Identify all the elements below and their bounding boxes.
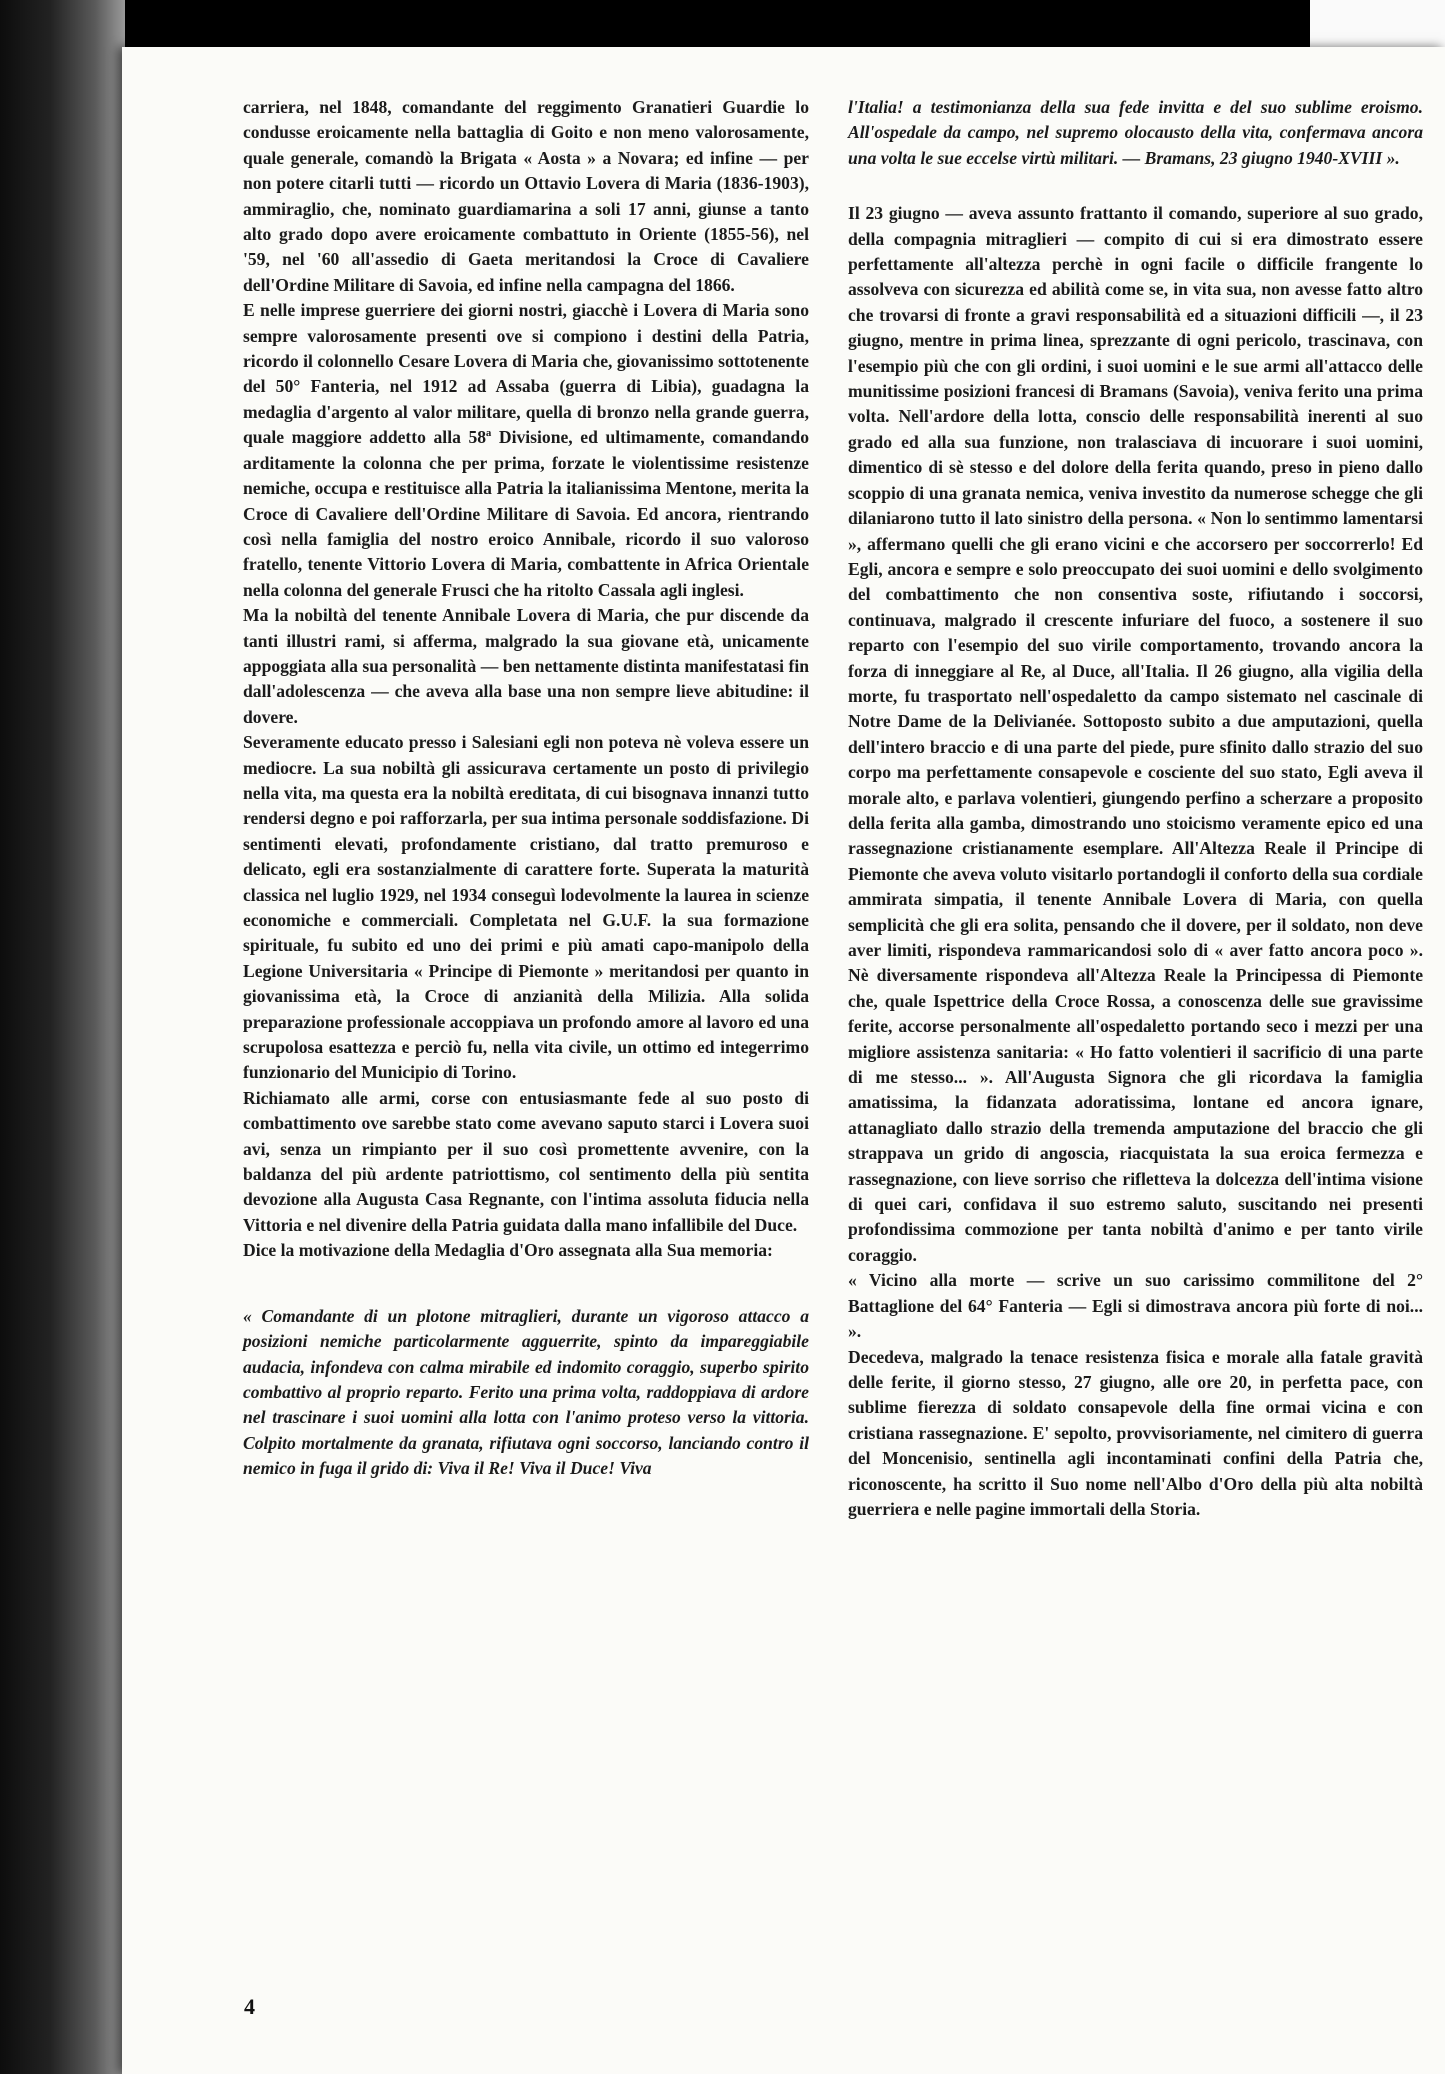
paragraph: Dice la motivazione della Medaglia d'Oro assegnata alla Sua memoria:	[243, 1240, 773, 1261]
paragraph: E nelle imprese guerriere dei giorni nostri, giacchè i Lovera di Maria sono sempre valorosamente presenti ove si compiono i destini della Patria, ricordo il colonnello Cesare Lovera di Maria che, giovanissimo sottotenente del 50° Fanteria, nel 1912 ad Assaba (guerra di Libia), guadagna la medaglia d'argento al valor militare, quella di bronzo nella grande guerra, quale maggiore addetto alla 58ª Divisione, ed ultimamente, comandando arditamente la colonna che per prima, forzate le violentissime resistenze nemiche, occupa e restituisce alla Patria la italianissima Mentone, merita la Croce di Cavaliere dell'Ordine Militare di Savoia. Ed ancora, rientrando così nella famiglia del nostro eroico Annibale, ricordo il suo valoroso fratello, tenente Vittorio Lovera di Maria, combattente in Africa Orientale nella colonna del generale Frusci che ha ritolto Cassala agli inglesi.	[243, 300, 809, 600]
medal-citation-end: l'Italia! a testimonianza della sua fede invitta e del suo sublime eroismo. All'ospedale da campo, nel supremo olocausto della vita, confermava ancora una volta le sue eccelse virtù militari. — Bramans, 23 giugno 1940-XVIII ».	[848, 97, 1423, 168]
paragraph: Ma la nobiltà del tenente Annibale Lovera di Maria, che pur discende da tanti illustri rami, si afferma, malgrado la sua giovane età, unicamente appoggiata alla sua personalità — ben nettamente distinta manifestatasi fin dall'adolescenza — che aveva alla base una non sempre lieve abitudine: il dovere.	[243, 605, 809, 727]
page-number: 4	[244, 1994, 255, 2019]
left-column	[243, 95, 809, 1482]
paragraph: carriera, nel 1848, comandante del reggimento Granatieri Guardie lo condusse eroicamente nella battaglia di Goito e non meno valorosamente, quale generale, comandò la Brigata « Aosta » a Novara; ed infine — per non potere citarli tutti — ricordo un Ottavio Lovera di Maria (1836-1903), ammiraglio, che, nominato guardiamarina a soli 17 anni, giunse a tanto alto grado dopo avere eroicamente combattuto in Oriente (1855-56), nel '59, nel '60 all'assedio di Gaeta meritandosi la Croce di Cavaliere dell'Ordine Militare di Savoia, ed infine nella campagna del 1866.	[243, 97, 809, 295]
scan-top-corner	[1310, 0, 1445, 50]
scan-top-border	[0, 0, 1445, 50]
paragraph: Decedeva, malgrado la tenace resistenza fisica e morale alla fatale gravità delle ferite, il giorno stesso, 27 giugno, alle ore 20, in perfetta pace, con sublime fierezza di soldato consapevole della fine ormai vicina e con cristiana rassegnazione. E' sepolto, provvisoriamente, nel cimitero di guerra del Moncenisio, sentinella agli incontaminati confini della Patria che, riconoscente, ha scritto il Suo nome nell'Albo d'Oro della più alta nobiltà guerriera e nelle pagine immortali della Storia.	[848, 1346, 1423, 1519]
scan-binding-shadow	[0, 0, 125, 2074]
paragraph: Richiamato alle armi, corse con entusiasmante fede al suo posto di combattimento ove sarebbe stato come avevano saputo starci i Lovera suoi avi, senza un rimpianto per il suo così promettente avvenire, con la baldanza del più ardente patriottismo, col sentimento della più sentita devozione alla Augusta Casa Regnante, con l'intima assoluta fiducia nella Vittoria e nel divenire della Patria guidata dalla mano infallibile del Duce.	[243, 1087, 809, 1235]
document-page	[122, 47, 1445, 2074]
paragraph: « Vicino alla morte — scrive un suo carissimo commilitone del 2° Battaglione del 64° Fanteria — Egli si dimostrava ancora più forte di noi... ».	[848, 1270, 1423, 1342]
medal-citation: « Comandante di un plotone mitraglieri, durante un vigoroso attacco a posizioni nemiche particolarmente agguerrite, spinto da impareggiabile audacia, infondeva con calma mirabile ed indomito coraggio, superbo spirito combattivo al proprio reparto. Ferito una prima volta, raddoppiava di ardore nel trascinare i suoi uomini alla lotta con l'animo proteso verso la vittoria. Colpito mortalmente da granata, rifiutava ogni soccorso, lanciando contro il nemico in fuga il grido di: Viva il Re! Viva il Duce! Viva	[243, 1305, 809, 1479]
right-column	[848, 95, 1423, 1522]
paragraph: Severamente educato presso i Salesiani egli non poteva nè voleva essere un mediocre. La sua nobiltà gli assicurava certamente un posto di privilegio nella vita, ma questa era la nobiltà ereditata, di cui bisognava innanzi tutto rendersi degno e poi rafforzarla, per sua intima personale soddisfazione. Di sentimenti elevati, profondamente cristiano, dal tratto premuroso e delicato, egli era sostanzialmente di carattere forte. Superata la maturità classica nel luglio 1929, nel 1934 conseguì lodevolmente la laurea in scienze economiche e commerciali. Completata nel G.U.F. la sua formazione spirituale, fu subito ed uno dei primi e più amati capo-manipolo della Legione Universitaria « Principe di Piemonte » meritandosi per quanto in giovanissima età, la Croce di anzianità della Milizia. Alla solida preparazione professionale accoppiava un profondo amore al lavoro ed una scrupolosa esattezza e perciò fu, nella vita civile, un ottimo ed integerrimo funzionario del Municipio di Torino.	[243, 732, 809, 1083]
paragraph: Il 23 giugno — aveva assunto frattanto il comando, superiore al suo grado, della compagnia mitraglieri — compito di cui si era dimostrato essere perfettamente all'altezza perchè in ogni facile o difficile frangente lo assolveva con sicurezza ed abilità come se, in vita sua, non avesse fatto altro che trovarsi di fronte a gravi responsabilità ed a situazioni difficili —, il 23 giugno, mentre in prima linea, sprezzante di ogni pericolo, trascinava, con l'esempio più che con gli ordini, i suoi uomini e le sue armi all'attacco delle munitissime posizioni francesi di Bramans (Savoia), veniva ferito una prima volta. Nell'ardore della lotta, conscio delle responsabilità inerenti al suo grado ed alla sua funzione, non tralasciava di incuorare i suoi uomini, dimentico di sè stesso e del dolore della ferita quando, preso in pieno dallo scoppio di una granata nemica, veniva investito da numerose schegge che gli dilaniarono tutto il lato sinistro della persona. « Non lo sentimmo lamentarsi », affermano quelli che gli erano vicini e che accorsero per soccorrerlo! Ed Egli, ancora e sempre e solo preoccupato dei suoi uomini e dello svolgimento del combattimento che non consentiva soste, rifiutando i soccorsi, continuava, malgrado il crescente infuriare del fuoco, a sostenere il suo reparto con l'esempio del suo virile comportamento, trovando ancora la forza di inneggiare al Re, al Duce, all'Italia. Il 26 giugno, alla vigilia della morte, fu trasportato nell'ospedaletto da campo sistemato nel cascinale di Notre Dame de la Delivianée. Sottoposto subito a due amputazioni, quella dell'intero braccio e di una parte del piede, pure sfinito dallo strazio del suo corpo ma perfettamente consapevole e cosciente del suo stato, Egli aveva il morale alto, e parlava volentieri, giungendo perfino a scherzare a proposito della ferita alla gamba, dimostrando uno stoicismo veramente epico ed una rassegnazione cristianamente esemplare. All'Altezza Reale il Principe di Piemonte che aveva voluto visitarlo portandogli il conforto della sua cordiale ammirata simpatia, il tenente Annibale Lovera di Maria, con quella semplicità che gli era solita, pensando che il dovere, per il soldato, non deve aver limiti, rispondeva rammaricandosi solo di « aver fatto ancora poco ». Nè diversamente rispondeva all'Altezza Reale la Principessa di Piemonte che, quale Ispettrice della Croce Rossa, a conoscenza delle sue gravissime ferite, accorse personalmente all'ospedaletto portando seco i mezzi per una migliore assistenza sanitaria: « Ho fatto volentieri il sacrificio di una parte di me stesso... ». All'Augusta Signora che gli ricordava la famiglia amatissima, la fidanzata adoratissima, lontane ed ancora ignare, attanagliato dallo strazio della tremenda amputazione del braccio che gli strappava un grido di angoscia, riacquistata la sua eroica fermezza e rassegnazione, con lieve sorriso che rifletteva la dolcezza dell'intima visione di quei cari, confidava il suo estremo saluto, suscitando nei presenti profondissima commozione per tanta nobiltà d'animo e per tanto virile coraggio.	[848, 203, 1423, 1265]
